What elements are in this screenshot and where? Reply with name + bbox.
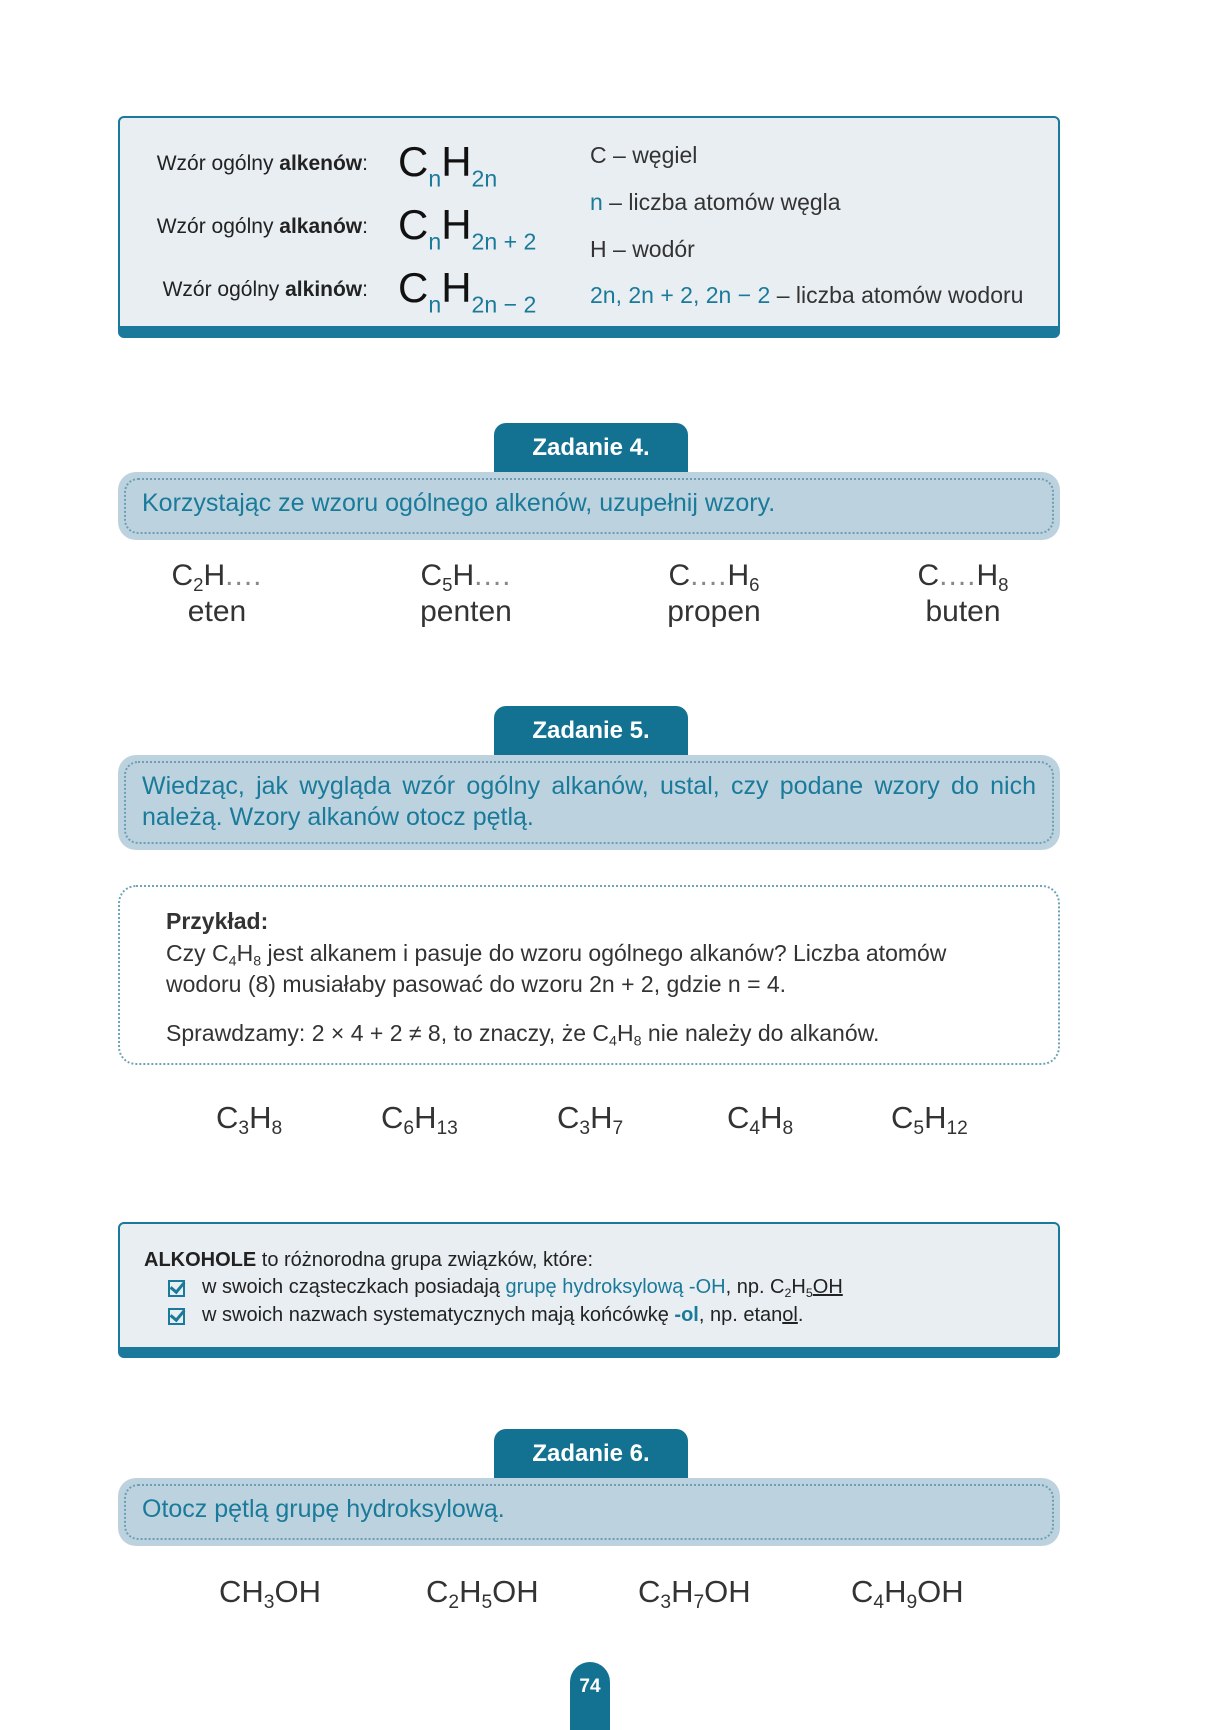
example-heading: Przykład: [166, 908, 269, 934]
task4-tab: Zadanie 4. [494, 423, 688, 475]
example-line-2: wodoru (8) musiałaby pasować do wzoru 2n + 2, gdzie n = 4. [166, 971, 787, 997]
task5-formula-1: $C_3H_8$ [216, 1100, 283, 1140]
alkenes-label: Wzór ogólny alkenów: [156, 152, 368, 175]
task6-formula-3: $C_3H_7OH$ [638, 1574, 751, 1614]
task6-instruction: Otocz pętlą grupę hydroksylową. [142, 1495, 505, 1523]
alkynes-label: Wzór ogólny alkinów: [162, 278, 368, 301]
alcohols-lead: ALKOHOLE to różnorodna grupa związków, które: [144, 1249, 594, 1271]
task5-formula-5: $C_5H_{12}$ [891, 1100, 968, 1140]
task5-instruction-band [118, 755, 1060, 850]
alkanes-formula: $C_nH_{2n + 2}$ [398, 201, 537, 255]
checkbox-icon [168, 1308, 185, 1325]
alcohols-info-box [118, 1222, 1060, 1358]
task6-formula-4: $C_4H_9OH$ [851, 1574, 964, 1614]
task5-tab: Zadanie 5. [494, 706, 688, 758]
checkbox-icon [168, 1280, 185, 1297]
example-box [118, 885, 1060, 1065]
alkynes-formula: $C_nH_{2n - 2}$ [398, 264, 537, 318]
task4-item-eten: $C_2H$.... eten [171, 559, 263, 628]
legend-carbon: C – węgiel [590, 142, 698, 168]
legend-hydrogen-count: 2n, 2n + 2, 2n − 2 – liczba atomów wodoru [590, 282, 1024, 308]
task5-formula-3: $C_3H_7$ [557, 1100, 624, 1140]
legend-n: n – liczba atomów węgla [590, 189, 841, 215]
task6-tab: Zadanie 6. [494, 1429, 688, 1481]
task4-instruction-band [118, 472, 1060, 540]
task6-formula-1: $CH_3OH$ [219, 1574, 321, 1614]
task4-item-buten: $C....H_8$ buten [917, 559, 1009, 628]
task4-item-propen: $C....H_6$ propen [667, 559, 761, 628]
example-line-1: Czy $C_4H_8$ jest alkanem i pasuje do wzoru ogólnego alkanów? Liczba atomów [166, 940, 947, 970]
task6-instruction-band [118, 1478, 1060, 1546]
example-line-3: Sprawdzamy: 2 × 4 + 2 ≠ 8, to znaczy, że $C_4H_8$ nie należy do alkanów. [166, 1020, 880, 1050]
task5-formula-4: $C_4H_8$ [727, 1100, 794, 1140]
alkenes-formula: $C_nH_{2n}$ [398, 138, 498, 192]
task4-item-penten: $C_5H$.... penten [420, 559, 512, 628]
task6-formula-2: $C_2H_5OH$ [426, 1574, 539, 1614]
legend-hydrogen: H – wodór [590, 236, 695, 262]
alkanes-label: Wzór ogólny alkanów: [156, 215, 368, 238]
task5-formula-2: $C_6H_{13}$ [381, 1100, 458, 1140]
alcohols-bullet-2: w swoich nazwach systematycznych mają końcówkę -ol, np. etanol. [202, 1304, 804, 1326]
task4-instruction: Korzystając ze wzoru ogólnego alkenów, uzupełnij wzory. [142, 489, 776, 517]
alcohols-bullet-1: w swoich cząsteczkach posiadają grupę hydroksylową -OH, np. $C_2H_5OH$ [202, 1276, 843, 1300]
page-number: 74 [570, 1662, 610, 1730]
general-formulas-box [118, 116, 1060, 338]
task5-instruction: Wiedząc, jak wygląda wzór ogólny alkanów, ustal, czy podane wzory do nich należą. Wzory alkanów otocz pętlą. [142, 772, 1036, 831]
